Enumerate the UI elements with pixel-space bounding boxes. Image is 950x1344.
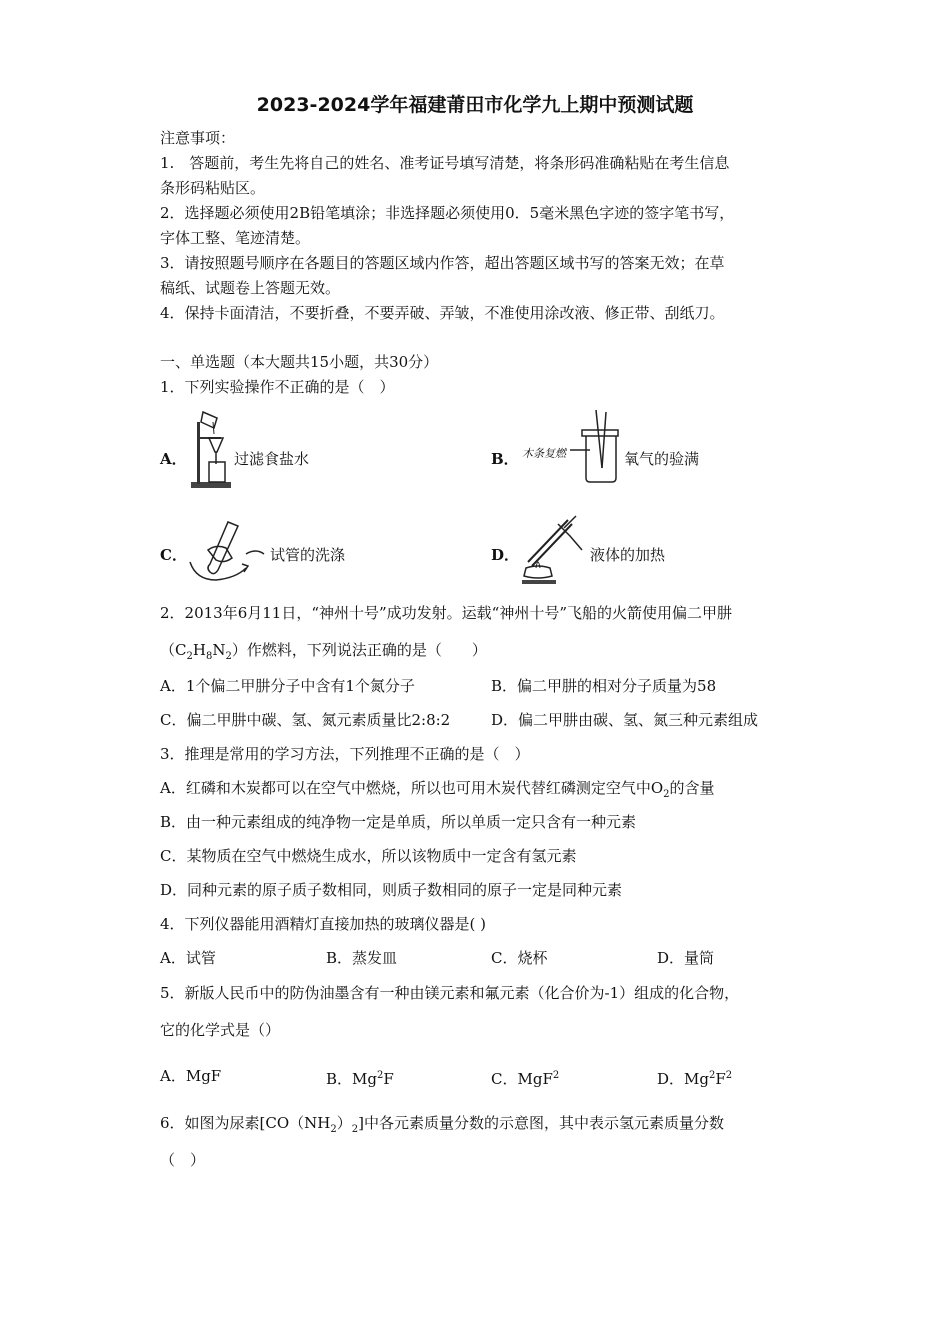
q3-option-c: C．某物质在空气中燃烧生成水，所以该物质中一定含有氢元素 xyxy=(160,847,577,865)
q1-option-d-text: 液体的加热 xyxy=(590,546,666,564)
q2-option-d: D．偏二甲肼由碳、氢、氮三种元素组成 xyxy=(491,711,759,729)
q1-option-a-label: A． xyxy=(160,450,187,468)
q4-option-c: C．烧杯 xyxy=(491,949,548,967)
q5-option-d: D．$Mg^2F^2$ xyxy=(657,1070,733,1088)
section-heading: 一、单选题（本大题共15小题，共30分） xyxy=(160,353,439,371)
q3-option-a: A．红磷和木炭都可以在空气中燃烧，所以也可用木炭代替红磷测定空气中$O_2$的含量 xyxy=(160,779,715,800)
q4-option-d: D．量筒 xyxy=(657,949,715,967)
notice-heading: 注意事项： xyxy=(160,129,236,147)
q5-option-a: A．MgF xyxy=(160,1067,222,1085)
filtration-figure xyxy=(183,408,235,490)
notice-line-1: 1. 答题前，考生先将自己的姓名、准考证号填写清楚，将条形码准确粘贴在考生信息 xyxy=(160,154,730,172)
q4-option-b: B．蒸发皿 xyxy=(326,949,398,967)
notice-line-4: 4．保持卡面清洁，不要折叠，不要弄破、弄皱，不准使用涂改液、修正带、刮纸刀。 xyxy=(160,304,725,322)
q2-stem-line-1: 2．2013年6月11日，“神州十号”成功发射。运载“神州十号”飞船的火箭使用偏二甲肼 xyxy=(160,604,733,622)
notice-line-2b: 字体工整、笔迹清楚。 xyxy=(160,229,311,247)
q5-option-b: B．Mg$^2$F xyxy=(326,1070,394,1088)
q1-option-b-label: B． xyxy=(491,450,519,468)
q1-option-c-label: C． xyxy=(160,546,187,564)
q1-option-c-text: 试管的洗涤 xyxy=(270,546,346,564)
q4-option-a: A．试管 xyxy=(160,949,216,967)
liquid-heating-figure xyxy=(518,514,588,586)
notice-line-3b: 稿纸、试题卷上答题无效。 xyxy=(160,279,341,297)
q1-option-d-label: D． xyxy=(491,546,520,564)
notice-line-2: 2．选择题必须使用2B铅笔填涂；非选择题必须使用0．5毫米黑色字迹的签字笔书写， xyxy=(160,204,735,222)
q3-option-b: B．由一种元素组成的纯净物一定是单质，所以单质一定只含有一种元素 xyxy=(160,813,637,831)
q1-option-a-text: 过滤食盐水 xyxy=(234,450,310,468)
q1-option-b-text: 氧气的验满 xyxy=(624,450,700,468)
q1-stem: 1．下列实验操作不正确的是（ ） xyxy=(160,378,395,396)
q2-option-c: C．偏二甲肼中碳、氢、氮元素质量比2:8:2 xyxy=(160,711,451,729)
q2-option-b: B．偏二甲肼的相对分子质量为58 xyxy=(491,677,717,695)
q3-stem: 3．推理是常用的学习方法，下列推理不正确的是（ ） xyxy=(160,745,530,763)
notice-line-3: 3．请按照题号顺序在各题目的答题区域内作答，超出答题区域书写的答案无效；在草 xyxy=(160,254,725,272)
oxygen-test-figure xyxy=(568,408,622,484)
q6-answer-paren: （ ） xyxy=(160,1151,206,1169)
q4-stem: 4．下列仪器能用酒精灯直接加热的玻璃仪器是( ) xyxy=(160,915,487,933)
q6-stem: 6．如图为尿素$[CO(NH_2)_2]$中各元素质量分数的示意图，其中表示氢元素质量分数 xyxy=(160,1114,725,1135)
q1-option-b-figure-caption: 木条复燃 xyxy=(522,447,566,460)
q5-stem-line-2: 它的化学式是（） xyxy=(160,1021,281,1039)
notice-line-1b: 条形码粘贴区。 xyxy=(160,179,266,197)
q2-option-a: A．1个偏二甲肼分子中含有1个氮分子 xyxy=(160,677,415,695)
q5-option-c: C．MgF$^2$ xyxy=(491,1070,560,1088)
q2-stem-line-2: $(C_2H_8N_2)$作燃料，下列说法正确的是（ ） xyxy=(160,641,487,662)
q3-option-d: D．同种元素的原子质子数相同，则质子数相同的原子一定是同种元素 xyxy=(160,881,623,899)
q5-stem-line-1: 5．新版人民币中的防伪油墨含有一种由镁元素和氟元素（化合价为-1）组成的化合物， xyxy=(160,984,740,1002)
test-tube-wash-figure xyxy=(186,518,268,584)
page-title: 2023-2024学年福建莆田市化学九上期中预测试题 xyxy=(256,94,694,116)
